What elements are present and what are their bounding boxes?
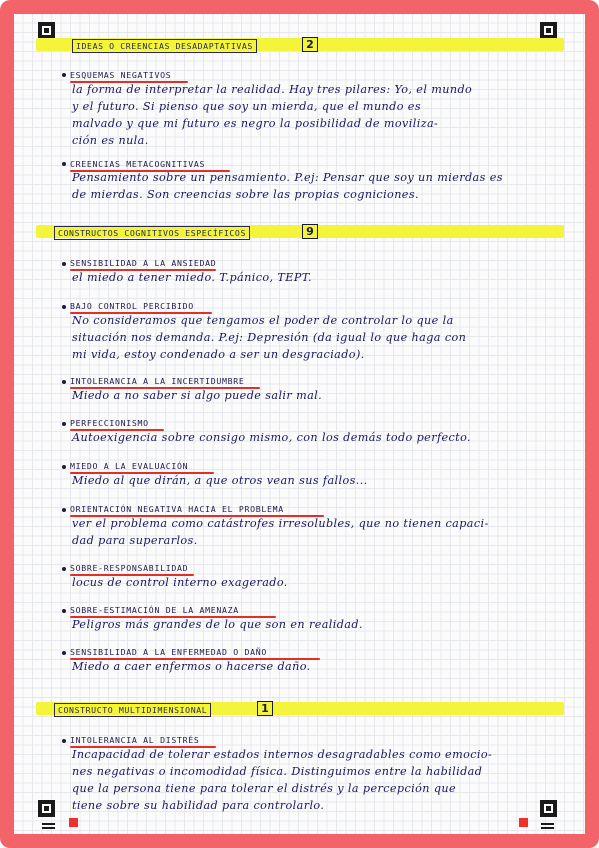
definition-line: situación nos demanda. P.ej: Depresión (da igual lo que haga con bbox=[72, 331, 467, 344]
bullet bbox=[62, 305, 66, 309]
definition-line: dad para superarlos. bbox=[72, 534, 198, 547]
bullet bbox=[62, 567, 66, 571]
section-number: 9 bbox=[302, 224, 318, 239]
definition-line: tiene sobre su habilidad para controlarlo. bbox=[72, 799, 325, 812]
term-heading: SENSIBILIDAD A LA ENFERMEDAD O DAÑO bbox=[70, 647, 268, 657]
definition-line: No consideramos que tengamos el poder de controlar lo que la bbox=[72, 314, 454, 327]
definition-line: el miedo a tener miedo. T.pánico, TEPT. bbox=[72, 271, 312, 284]
scan-bars-right bbox=[541, 823, 554, 831]
section-title: CONSTRUCTO MULTIDIMENSIONAL bbox=[54, 703, 211, 717]
definition-line: ción es nula. bbox=[72, 134, 149, 147]
term-heading: SENSIBILIDAD A LA ANSIEDAD bbox=[70, 258, 217, 268]
definition-line: que la persona tiene para tolerar el distrés y la percepción que bbox=[72, 782, 457, 795]
term-heading: INTOLERANCIA AL DISTRÉS bbox=[70, 735, 200, 745]
definition-line: la forma de interpretar la realidad. Hay tres pilares: Yo, el mundo bbox=[72, 83, 473, 96]
term-heading: CREENCIAS METACOGNITIVAS bbox=[70, 159, 206, 169]
term-heading: ORIENTACIÓN NEGATIVA HACIA EL PROBLEMA bbox=[70, 504, 284, 514]
corner-marker-bottom-left bbox=[38, 800, 55, 817]
section-number: 2 bbox=[302, 37, 318, 52]
bullet bbox=[62, 380, 66, 384]
term-heading: BAJO CONTROL PERCIBIDO bbox=[70, 301, 194, 311]
definition-line: ver el problema como catástrofes irresolubles, que no tienen capaci- bbox=[72, 517, 489, 530]
section-title: CONSTRUCTOS COGNITIVOS ESPECÍFICOS bbox=[54, 226, 250, 240]
corner-marker-top-left bbox=[38, 22, 55, 39]
bullet bbox=[62, 73, 66, 77]
definition-line: Miedo a caer enfermos o hacerse daño. bbox=[72, 660, 311, 673]
red-square-right bbox=[519, 818, 528, 827]
term-heading: PERFECCIONISMO bbox=[70, 418, 149, 428]
definition-line: locus de control interno exagerado. bbox=[72, 576, 288, 589]
term-heading: INTOLERANCIA A LA INCERTIDUMBRE bbox=[70, 376, 245, 386]
term-heading: ESQUEMAS NEGATIVOS bbox=[70, 70, 172, 80]
red-square-left bbox=[69, 818, 78, 827]
definition-line: Miedo al que dirán, a que otros vean sus fallos... bbox=[72, 474, 368, 487]
definition-line: malvado y que mi futuro es negro la posibilidad de moviliza- bbox=[72, 117, 439, 130]
definition-line: Peligros más grandes de lo que son en realidad. bbox=[72, 618, 363, 631]
term-heading: SOBRE-ESTIMACIÓN DE LA AMENAZA bbox=[70, 605, 239, 615]
term-heading: MIEDO A LA EVALUACIÓN bbox=[70, 461, 189, 471]
definition-line: y el futuro. Si pienso que soy un mierda, que el mundo es bbox=[72, 100, 421, 113]
bullet bbox=[62, 262, 66, 266]
definition-line: mi vida, estoy condenado a ser un desgraciado). bbox=[72, 348, 365, 361]
definition-line: Pensamiento sobre un pensamiento. P.ej: Pensar que soy un mierdas es bbox=[72, 171, 503, 184]
definition-line: de mierdas. Son creencias sobre las propias cogniciones. bbox=[72, 188, 419, 201]
bullet bbox=[62, 162, 66, 166]
bullet bbox=[62, 508, 66, 512]
bullet bbox=[62, 609, 66, 613]
bullet bbox=[62, 739, 66, 743]
term-heading: SOBRE-RESPONSABILIDAD bbox=[70, 563, 189, 573]
corner-marker-bottom-right bbox=[540, 800, 557, 817]
definition-line: nes negativas o incomodidad física. Distinguimos entre la habilidad bbox=[72, 765, 483, 778]
definition-line: Incapacidad de tolerar estados internos desagradables como emocio- bbox=[72, 748, 493, 761]
definition-line: Miedo a no saber si algo puede salir mal. bbox=[72, 389, 323, 402]
corner-marker-top-right bbox=[540, 22, 557, 39]
bullet bbox=[62, 465, 66, 469]
bullet bbox=[62, 651, 66, 655]
definition-line: Autoexigencia sobre consigo mismo, con los demás todo perfecto. bbox=[72, 431, 471, 444]
bullet bbox=[62, 422, 66, 426]
section-title: IDEAS O CREENCIAS DESADAPTATIVAS bbox=[72, 39, 257, 53]
scan-bars-left bbox=[42, 823, 55, 831]
section-number: 1 bbox=[257, 701, 273, 716]
